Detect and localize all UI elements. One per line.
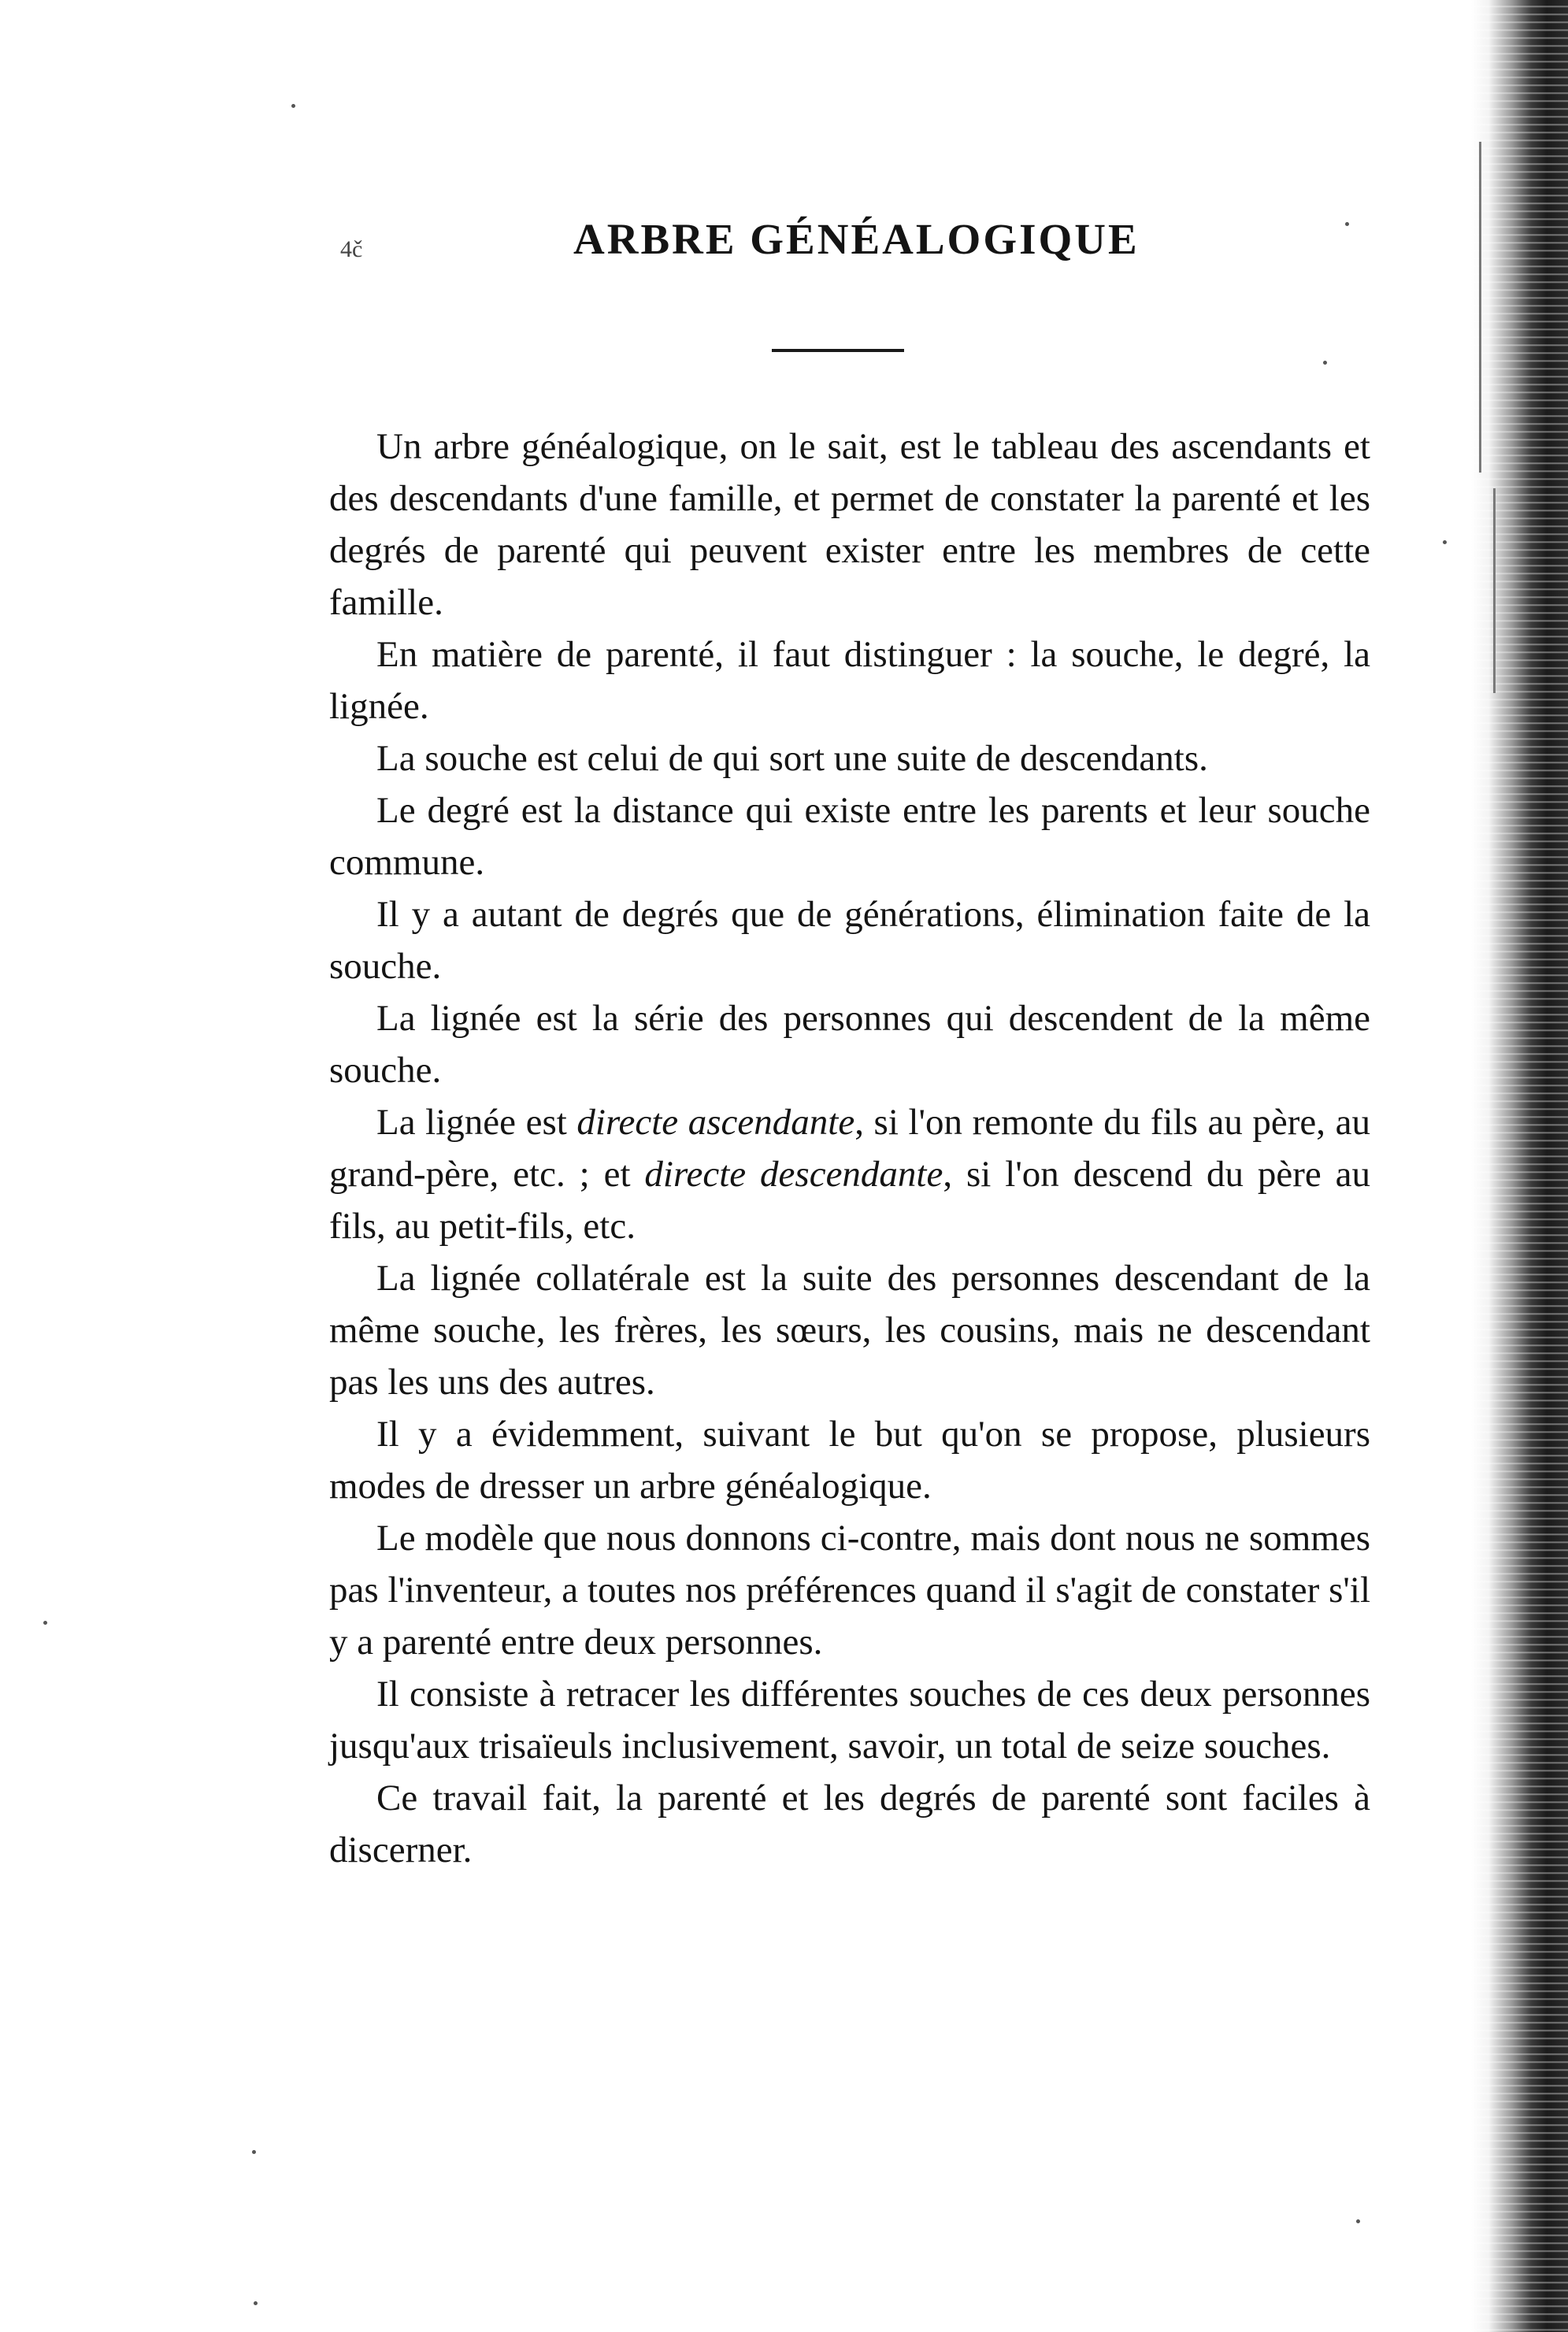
page-title: ARBRE GÉNÉALOGIQUE [573,215,1140,263]
scan-speck [1323,361,1327,365]
paragraph: La lignée est directe ascendante, si l'on remonte du fils au père, au grand-père, etc. ; et directe descendante, si l'on descend du père au fils, au petit-fils, etc. [329,1102,1371,1247]
scan-speck [1443,540,1447,544]
page-number: 4č [340,236,363,262]
paragraph: Le modèle que nous donnons ci-contre, mais dont nous ne sommes pas l'inventeur, a toutes nos préférences quand il s'agit de constater s'il y a parenté entre deux personnes. [329,1518,1370,1663]
edge-mark [1493,488,1496,693]
paragraph: Il y a autant de degrés que de générations, élimination faite de la souche. [329,894,1370,987]
paragraph: Il y a évidemment, suivant le but qu'on se propose, plusieurs modes de dresser un arbre généalogique. [329,1414,1370,1507]
scan-speck [291,104,295,108]
scan-speck [43,1621,47,1625]
italic-term: directe ascendante [576,1102,855,1143]
paragraph: Il consiste à retracer les différentes souches de ces deux personnes jusqu'aux trisaïeuls inclusivement, savoir, un total de seize souches. [329,1674,1370,1767]
edge-mark [1479,142,1481,473]
scan-speck [252,2150,256,2154]
body-text [329,421,1370,1876]
paragraph: La lignée est la série des personnes qui descendent de la même souche. [329,998,1370,1091]
paragraph: La lignée collatérale est la suite des personnes descendant de la même souche, les frères, les sœurs, les cousins, mais ne descendant pas les uns des autres. [329,1258,1370,1403]
paragraph: En matière de parenté, il faut distinguer : la souche, le degré, la lignée. [329,634,1370,727]
paragraph: La souche est celui de qui sort une suite de descendants. [376,738,1208,779]
title-rule [772,349,904,352]
scan-speck [254,2301,258,2305]
italic-term: directe descendante [644,1154,943,1195]
scan-speck [1345,222,1349,226]
scan-speck [1356,2219,1360,2223]
paragraph: Ce travail fait, la parenté et les degrés de parenté sont faciles à discerner. [329,1778,1370,1870]
paragraph: Un arbre généalogique, on le sait, est le tableau des ascendants et des descendants d'une famille, et permet de constater la parenté et les degrés de parenté qui peuvent exister entre les membres de cette famille. [329,426,1370,623]
paragraph: Le degré est la distance qui existe entre les parents et leur souche commune. [329,790,1370,883]
page-edge-shadow [1471,0,1568,2332]
